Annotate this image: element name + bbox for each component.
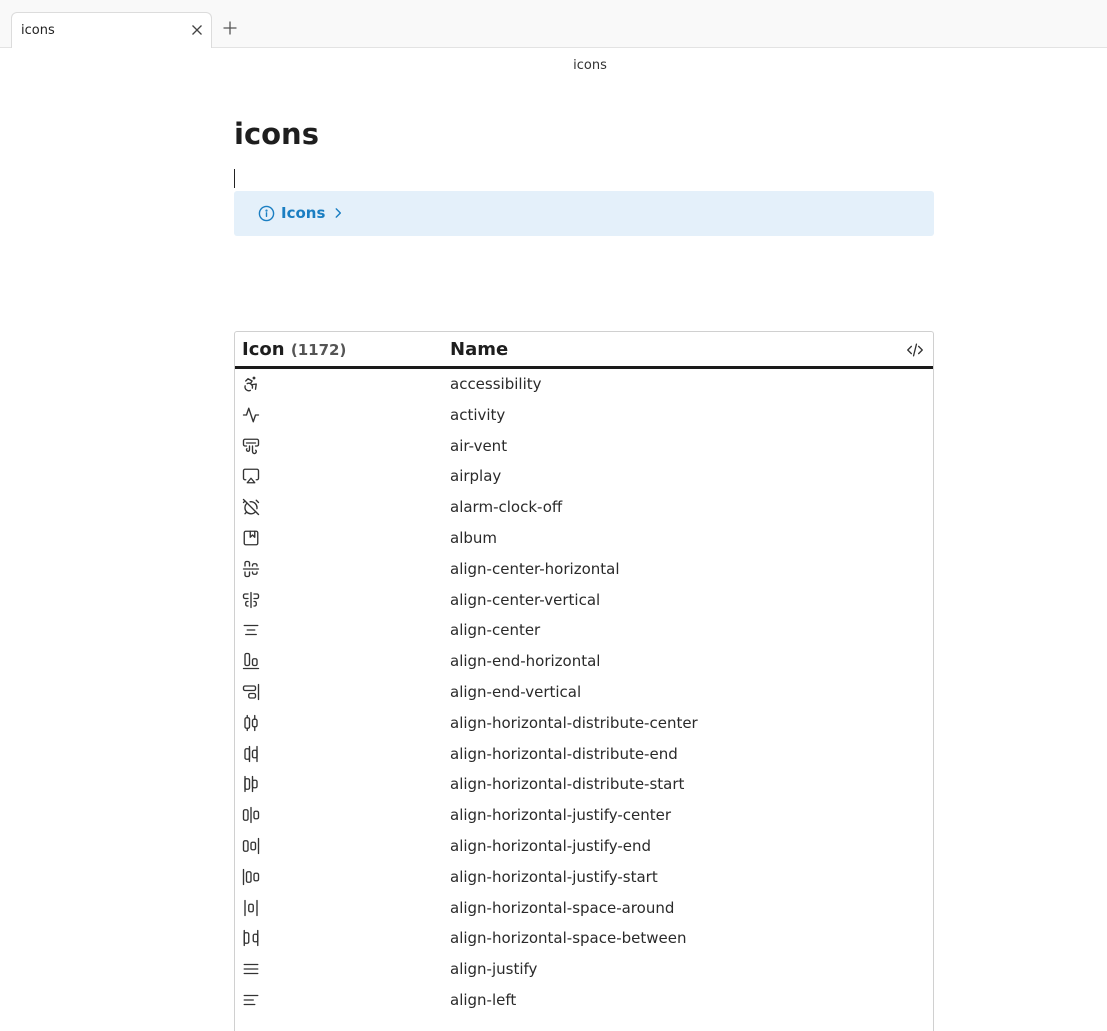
alarm-clock-off-icon: [242, 498, 260, 516]
icons-callout: [234, 191, 934, 236]
icon-name: align-center: [450, 621, 541, 640]
air-vent-icon: [242, 437, 260, 455]
table-row[interactable]: [235, 677, 933, 708]
table-row[interactable]: [235, 646, 933, 677]
info-icon: [258, 205, 275, 222]
accessibility-icon: [242, 375, 260, 393]
album-icon: [242, 529, 260, 547]
airplay-icon: [242, 467, 260, 485]
browser-tab[interactable]: [11, 12, 212, 48]
table-row[interactable]: [235, 923, 933, 954]
align-horizontal-space-between-icon: [242, 929, 260, 947]
icons-callout-link[interactable]: [258, 204, 345, 222]
icon-name: align-horizontal-justify-end: [450, 836, 652, 855]
align-justify-icon: [242, 960, 260, 978]
icon-name: airplay: [450, 467, 502, 486]
icon-name: align-horizontal-justify-start: [450, 867, 658, 886]
align-left-icon: [242, 991, 260, 1009]
table-row[interactable]: [235, 893, 933, 924]
icon-name: align-horizontal-justify-center: [450, 806, 672, 825]
icon-name: align-horizontal-distribute-center: [450, 713, 698, 732]
callout-label: Icons: [281, 204, 326, 222]
table-body: [235, 369, 933, 1016]
tab-label: icons: [21, 23, 55, 38]
align-center-vertical-icon: [242, 591, 260, 609]
table-row[interactable]: [235, 585, 933, 616]
column-header-icon[interactable]: [242, 339, 346, 360]
align-horizontal-distribute-end-icon: [242, 745, 260, 763]
icon-name: align-horizontal-distribute-start: [450, 775, 685, 794]
icon-name: align-justify: [450, 960, 538, 979]
table-header: [235, 332, 933, 369]
table-row[interactable]: [235, 800, 933, 831]
table-row[interactable]: [235, 431, 933, 462]
icon-name: align-center-vertical: [450, 590, 601, 609]
table-row[interactable]: [235, 400, 933, 431]
align-end-vertical-icon: [242, 683, 260, 701]
align-horizontal-space-around-icon: [242, 899, 260, 917]
table-row[interactable]: [235, 554, 933, 585]
table-row[interactable]: [235, 831, 933, 862]
align-horizontal-justify-end-icon: [242, 837, 260, 855]
icon-count: (1172): [290, 341, 347, 359]
icon-name: align-horizontal-space-between: [450, 929, 687, 948]
align-center-icon: [242, 621, 260, 639]
chevron-right-icon: [331, 206, 345, 220]
table-row[interactable]: [235, 769, 933, 800]
table-row[interactable]: [235, 985, 933, 1016]
code-icon[interactable]: [906, 342, 924, 358]
page-title: icons: [234, 117, 319, 151]
text-cursor: [234, 169, 235, 188]
column-header-name[interactable]: Name: [450, 339, 509, 360]
table-row[interactable]: [235, 369, 933, 400]
icon-name: align-left: [450, 990, 517, 1009]
icon-name: accessibility: [450, 375, 542, 393]
icon-name: align-center-horizontal: [450, 559, 620, 578]
icons-table: [234, 331, 934, 1031]
align-center-horizontal-icon: [242, 560, 260, 578]
table-row[interactable]: [235, 492, 933, 523]
table-row[interactable]: [235, 461, 933, 492]
align-end-horizontal-icon: [242, 652, 260, 670]
icon-name: align-horizontal-distribute-end: [450, 744, 678, 763]
plus-icon[interactable]: [222, 20, 238, 36]
icon-name: align-end-vertical: [450, 682, 582, 701]
close-icon[interactable]: [189, 22, 205, 38]
column-header-icon-label: Icon: [242, 339, 285, 360]
table-row[interactable]: [235, 708, 933, 739]
table-row[interactable]: [235, 862, 933, 893]
table-row[interactable]: [235, 954, 933, 985]
align-horizontal-justify-start-icon: [242, 868, 260, 886]
icon-name: air-vent: [450, 436, 508, 455]
icon-name: activity: [450, 405, 506, 424]
align-horizontal-justify-center-icon: [242, 806, 260, 824]
icon-name: align-end-horizontal: [450, 652, 601, 671]
icon-name: align-horizontal-space-around: [450, 898, 675, 917]
activity-icon: [242, 406, 260, 424]
table-row[interactable]: [235, 523, 933, 554]
align-horizontal-distribute-center-icon: [242, 714, 260, 732]
icon-name: alarm-clock-off: [450, 498, 563, 517]
browser-tab-bar: [0, 0, 1107, 48]
icon-name: album: [450, 528, 497, 547]
table-row[interactable]: [235, 615, 933, 646]
table-row[interactable]: [235, 739, 933, 770]
page-header-title: icons: [573, 58, 607, 73]
align-horizontal-distribute-start-icon: [242, 775, 260, 793]
